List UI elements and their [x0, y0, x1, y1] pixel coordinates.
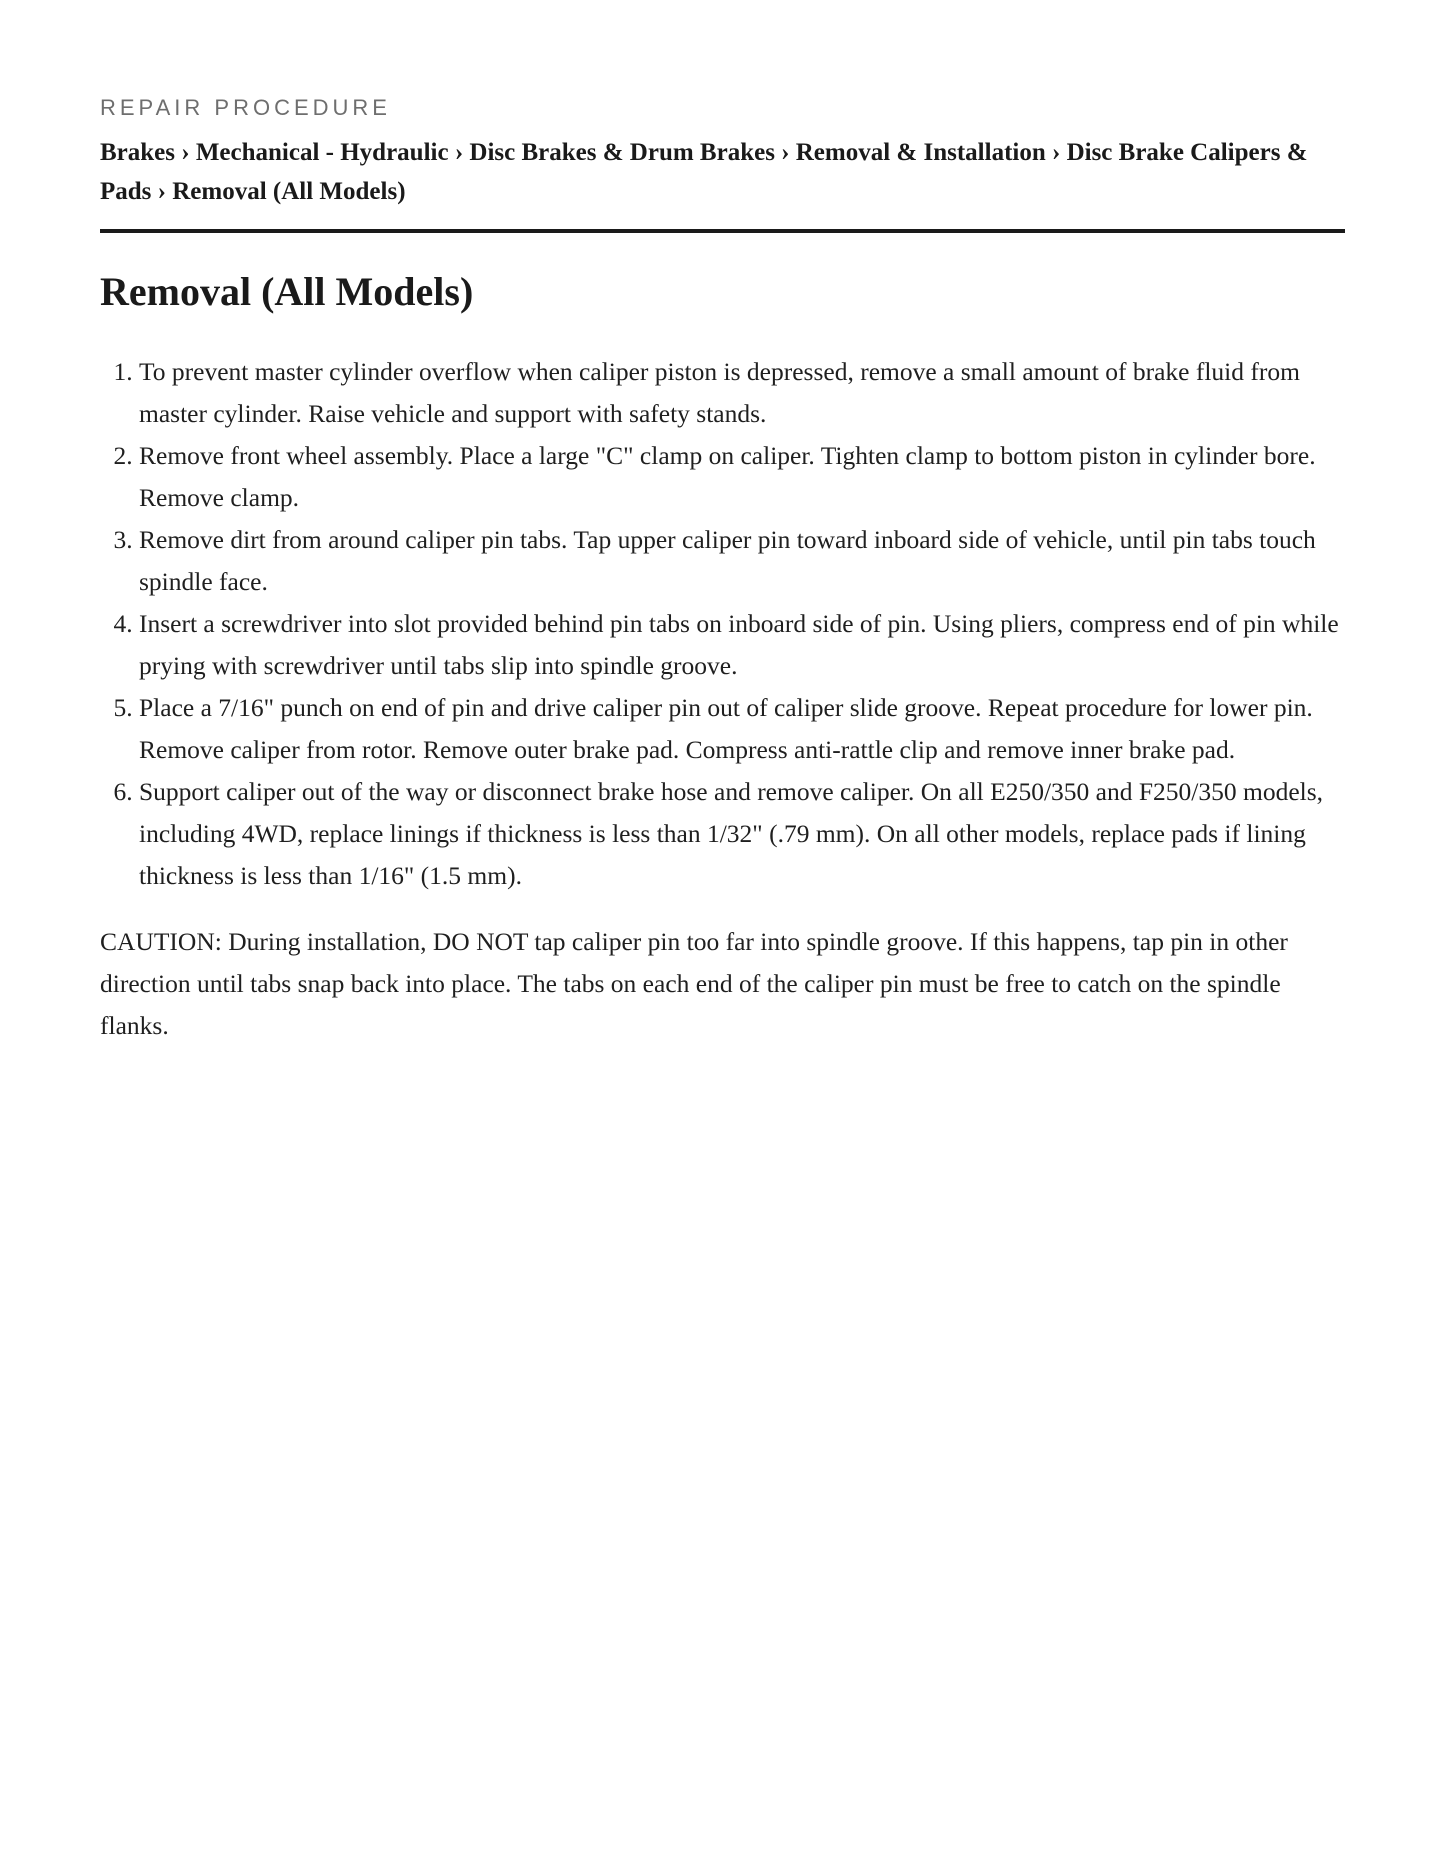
caution-note: CAUTION: During installation, DO NOT tap caliper pin too far into spindle groove. If this happens, tap pin in other direction until tabs snap back into place. The tabs on each end of the caliper pin must be free to catch on the spindle flanks.	[100, 927, 1288, 1040]
procedure-step-6: 6. Support caliper out of the way or disconnect brake hose and remove caliper. On all E250/350 and F250/350 models, including 4WD, replace linings if thickness is less than 1/32" (.79 mm). On all other models, replace pads if lining thickness is less than 1/16" (1.5 mm).	[139, 771, 1345, 897]
procedure-step-2: 2. Remove front wheel assembly. Place a large "C" clamp on caliper. Tighten clamp to bottom piston in cylinder bore. Remove clamp.	[139, 435, 1345, 519]
header-divider	[100, 229, 1345, 233]
procedure-step-3: 3. Remove dirt from around caliper pin tabs. Tap upper caliper pin toward inboard side of vehicle, until pin tabs touch spindle face.	[139, 519, 1345, 603]
breadcrumb: Brakes › Mechanical - Hydraulic › Disc Brakes & Drum Brakes › Removal & Installation › Disc Brake Calipers & Pads › Removal (All Models)	[100, 139, 1308, 205]
procedure-steps	[100, 351, 1345, 897]
page-title: Removal (All Models)	[100, 269, 474, 314]
document-page	[100, 0, 1345, 1047]
procedure-step-1: 1. To prevent master cylinder overflow when caliper piston is depressed, remove a small amount of brake fluid from master cylinder. Raise vehicle and support with safety stands.	[139, 351, 1345, 435]
section-kicker: REPAIR PROCEDURE	[100, 95, 391, 120]
procedure-step-4: 4. Insert a screwdriver into slot provided behind pin tabs on inboard side of pin. Using pliers, compress end of pin while prying with screwdriver until tabs slip into spindle groove.	[139, 603, 1345, 687]
procedure-step-5: 5. Place a 7/16" punch on end of pin and drive caliper pin out of caliper slide groove. Repeat procedure for lower pin. Remove caliper from rotor. Remove outer brake pad. Compress anti-rattle clip and remove inner brake pad.	[139, 687, 1345, 771]
